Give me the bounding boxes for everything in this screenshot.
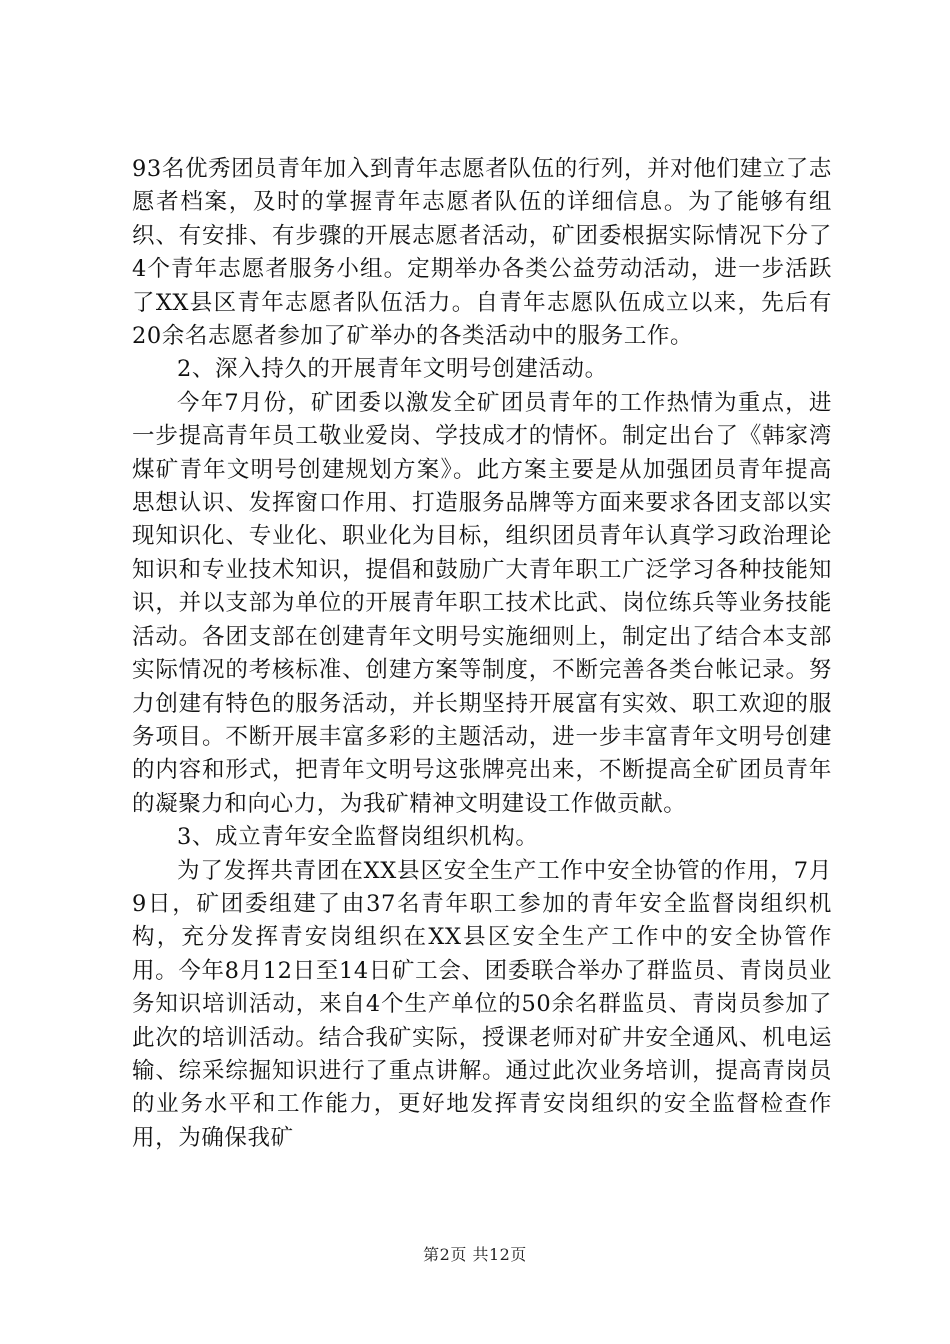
paragraph-volunteers-continued: 93名优秀团员青年加入到青年志愿者队伍的行列，并对他们建立了志愿者档案，及时的掌握青年志愿者队伍的详细信息。为了能够有组织、有安排、有步骤的开展志愿者活动，矿团委根据实际情况下分了4个青年志愿者服务小组。定期举办各类公益劳动活动，进一步活跃了XX县区青年志愿者队伍活力。自青年志愿队伍成立以来，先后有20余名志愿者参加了矿举办的各类活动中的服务工作。	[132, 156, 832, 350]
document-body	[132, 153, 832, 1155]
page-number-footer: 第2页 共12页	[423, 1245, 527, 1264]
paragraph-youth-civilization: 今年7月份，矿团委以激发全矿团员青年的工作热情为重点，进一步提高青年员工敬业爱岗、学技成才的情怀。制定出台了《韩家湾煤矿青年文明号创建规划方案》。此方案主要是从加强团员青年提高思想认识、发挥窗口作用、打造服务品牌等方面来要求各团支部以实现知识化、专业化、职业化为目标，组织团员青年认真学习政治理论知识和专业技术知识，提倡和鼓励广大青年职工广泛学习各种技能知识，并以支部为单位的开展青年职工技术比武、岗位练兵等业务技能活动。各团支部在创建青年文明号实施细则上，制定出了结合本支部实际情况的考核标准、创建方案等制度，不断完善各类台帐记录。努力创建有特色的服务活动，并长期坚持开展富有实效、职工欢迎的服务项目。不断开展丰富多彩的主题活动，进一步丰富青年文明号创建的内容和形式，把青年文明号这张牌亮出来，不断提高全矿团员青年的凝聚力和向心力，为我矿精神文明建设工作做贡献。	[132, 389, 832, 817]
heading-safety-supervision: 3、成立青年安全监督岗组织机构。	[177, 824, 539, 851]
paragraph-safety-supervision: 为了发挥共青团在XX县区安全生产工作中安全协管的作用，7月9日，矿团委组建了由37名青年职工参加的青年安全监督岗组织机构，充分发挥青安岗组织在XX县区安全生产工作中的安全协管作用。今年8月12日至14日矿工会、团委联合举办了群监员、青岗员业务知识培训活动，来自4个生产单位的50余名群监员、青岗员参加了此次的培训活动。结合我矿实际，授课老师对矿井安全通风、机电运输、综采综掘知识进行了重点讲解。通过此次业务培训，提高青岗员的业务水平和工作能力，更好地发挥青安岗组织的安全监督检查作用，为确保我矿	[132, 857, 832, 1151]
heading-youth-civilization: 2、深入持久的开展青年文明号创建活动。	[177, 356, 608, 383]
